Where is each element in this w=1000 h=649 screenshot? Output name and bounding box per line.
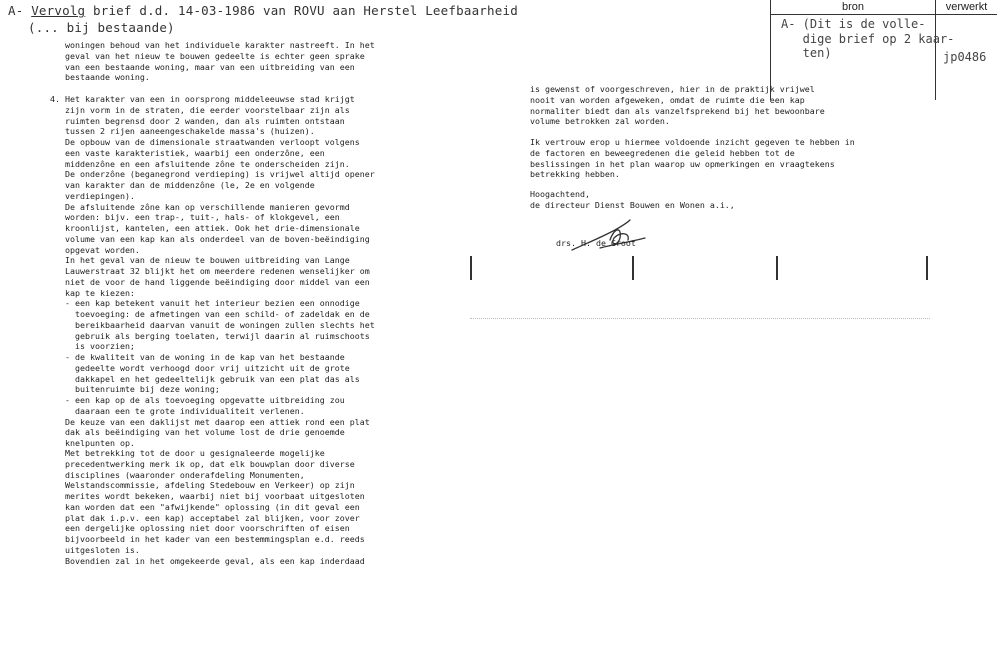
tick-mark-3 — [776, 256, 778, 280]
tick-mark-2 — [632, 256, 634, 280]
header-prefix: A- — [8, 3, 32, 18]
signatory-name: drs. H. de Groot — [556, 238, 636, 248]
card-divider-line — [470, 318, 930, 319]
tick-mark-4 — [926, 256, 928, 280]
document-header-line-1 — [8, 3, 518, 18]
left-paragraph-3: Met betrekking tot de door u gesignaleerde mogelijke precedentwerking merk ik op, dat elk bouwplan door diverse disciplines (waaronder onderafdeling Monumenten, Welstandscommissie, afdeling Stedebouw en Verkeer) op zijn merites wordt bekeken, waarbij niet bij voorbaat uitgesloten kan worden dat een "afwijkende" oplossing (in dit geval een plat dak i.p.v. een kap) acceptabel zal blijken, voor zover een dergelijke oplossing niet door voorschriften of eisen bijvoorbeeld in het kader van een bestemmingsplan e.d. reeds uitgesloten is. Bovendien zal in het omgekeerde geval, als een kap inderdaad — [65, 448, 365, 566]
stamp-code: jp0486 — [943, 50, 987, 64]
stamp-col-verwerkt: verwerkt — [945, 1, 988, 13]
header-title: brief d.d. 14-03-1986 van ROVU aan Herstel Leefbaarheid — [85, 3, 518, 18]
left-paragraph-1: woningen behoud van het individuele karakter nastreeft. In het geval van het nieuw te bouwen gedeelte is echter geen sprake van een bestaande woning, maar van een uitbreiding van een bestaande woning. — [65, 40, 375, 83]
left-item-4: Het karakter van een in oorsprong middeleeuwse stad krijgt zijn vorm in de straten, die eerder voorstelbaar zijn als ruimten begrensd door 2 wanden, dan als ruimten ontstaan tussen 2 rijen aaneengeschakelde massa's (huizen). De opbouw van de dimensionale straatwanden verloopt volgens een vaste karakteristiek, waarbij een onderzône, een middenzône en een afsluitende zône te onderscheiden zijn. De onderzône (beganegrond verdieping) is vrijwel altijd opener van karakter dan de middenzône (le, 2e en volgende verdiepingen). De afsluitende zône kan op verschillende manieren gevormd worden: bijv. een trap-, tuit-, hals- of klokgevel, een kroonlijst, kantelen, een attiek. Ook het drie-dimensionale volume van een kap kan als onderdeel van de boven-beëindiging opgevat worden. In het geval van de nieuw te bouwen uitbreiding van Lange Lauwerstraat 32 blijkt het om meerdere redenen wenselijker om niet de voor de hand liggende beëindiging door middel van een kap te kiezen: - een kap betekent vanuit het interieur bezien een onnodige toevoeging: de afmetingen van een schild- of zadeldak en de bereikbaarheid daarvan vanuit de woningen zullen slechts het gebruik als berging toelaten, terwijl daarin al ruimschoots is voorzien; - de kwaliteit van de woning in de kap van het bestaande gedeelte wordt verhoogd door vrij uitzicht uit de grote dakkapel en het gedeeltelijk gebruik van een plat das als buitenruimte bij deze woning; - een kap op de als toevoeging opgevatte uitbreiding zou daaraan een te grote individualiteit verlenen. De keuze van een daklijst met daarop een attiek rond een plat dak als beëindiging van het volume lost de drie genoemde knelpunten op. — [65, 94, 375, 448]
header-vervolg: Vervolg — [31, 3, 86, 18]
stamp-col-bron: bron — [841, 1, 865, 13]
tick-mark-1 — [470, 256, 472, 280]
document-header-line-2: (... bij bestaande) — [28, 20, 175, 35]
item-number-4: 4. — [50, 94, 60, 104]
right-paragraph-1: is gewenst of voorgeschreven, hier in de praktijk vrijwel nooit van worden afgeweken, omdat de ruimte die een kap normaliter biedt dan als vanzelfsprekend bij het bewoonbare volume betrokken zal worden. — [530, 84, 825, 127]
stamp-note: A- (Dit is de volle- dige brief op 2 kaar- ten) — [781, 17, 955, 60]
closing-text: Hoogachtend, de directeur Dienst Bouwen en Wonen a.i., — [530, 189, 735, 210]
right-paragraph-2: Ik vertrouw erop u hiermee voldoende inzicht gegeven te hebben in de factoren en beweegredenen die geleid hebben tot de beslissingen in het plan waarop uw opmerkingen en vraagtekens betrekking hebben. — [530, 137, 855, 180]
